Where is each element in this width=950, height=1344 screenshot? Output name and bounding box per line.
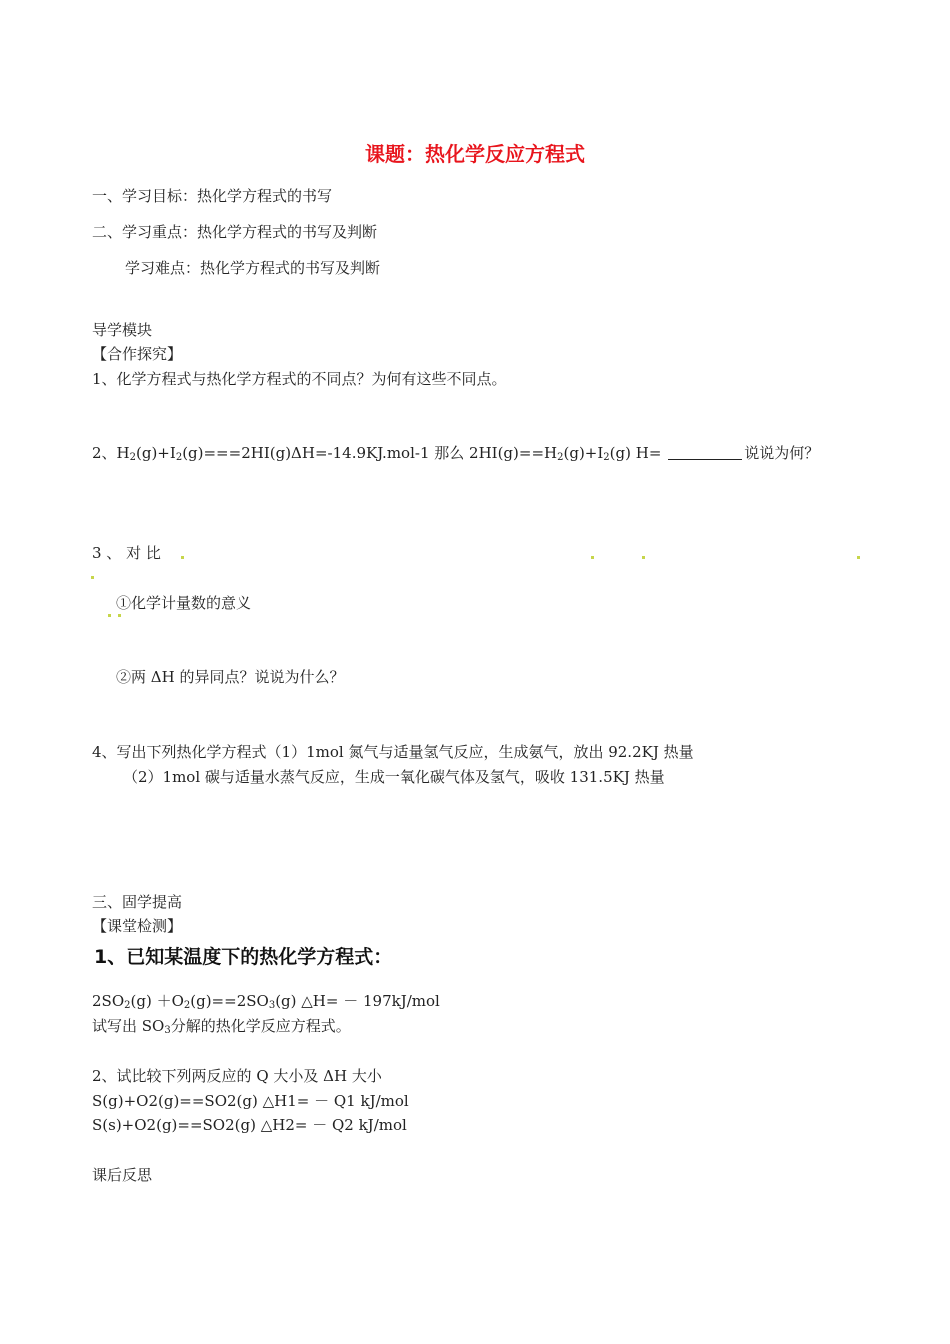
answer-blank[interactable] <box>668 445 742 460</box>
learning-goal: 一、学习目标：热化学方程式的书写 <box>92 187 333 205</box>
check-problem-1-question: 试写出 $SO_3$分解的热化学反应方程式。 <box>92 1017 351 1036</box>
consolidate-heading: 三、固学提高 <box>92 893 183 911</box>
reflection-heading: 课后反思 <box>92 1166 153 1184</box>
check-problem-2-equation-1: S(g)+O2(g)==SO2(g) △H1= － Q1 kJ/mol <box>92 1092 409 1110</box>
learning-key-point: 二、学习重点：热化学方程式的书写及判断 <box>92 223 378 241</box>
question-4-part-2: （2）1mol 碳与适量水蒸气反应，生成一氧化碳气体及氢气，吸收 131.5KJ 热量 <box>123 768 665 786</box>
check-problem-1-title: 1、已知某温度下的热化学方程式： <box>94 946 393 968</box>
class-check-heading: 【课堂检测】 <box>92 917 183 935</box>
guide-heading: 导学模块 <box>92 321 153 339</box>
question-3-part-b: ②两 ΔH 的异同点？说说为什么？ <box>116 668 345 686</box>
question-2: 2、$H_2(g)+I_2(g)===2HI(g)\Delta H=-14.9KJ.mol-1$ 那么 $2HI(g)==H_2(g)+I_2(g)$ H= 说说为何？ <box>92 444 820 463</box>
question-3: 3 、 对 比 <box>92 544 161 562</box>
question-4-part-1: 4、写出下列热化学方程式（1）1mol 氮气与适量氢气反应，生成氨气，放出 92.2KJ 热量 <box>92 743 694 761</box>
check-problem-2-title: 2、试比较下列两反应的 Q 大小及 ΔH 大小 <box>92 1067 382 1085</box>
question-1: 1、化学方程式与热化学方程式的不同点？为何有这些不同点。 <box>92 370 507 388</box>
coop-heading: 【合作探究】 <box>92 345 183 363</box>
learning-difficulty: 学习难点：热化学方程式的书写及判断 <box>125 259 381 277</box>
page-title: 课题：热化学反应方程式 <box>365 142 585 166</box>
check-problem-1-equation: $2SO_2(g) +O_2(g)==2SO_3(g)$ △H= － 197kJ/mol <box>92 992 440 1011</box>
question-3-part-a: ①化学计量数的意义 <box>116 594 252 612</box>
check-problem-2-equation-2: S(s)+O2(g)==SO2(g) △H2= － Q2 kJ/mol <box>92 1116 407 1134</box>
